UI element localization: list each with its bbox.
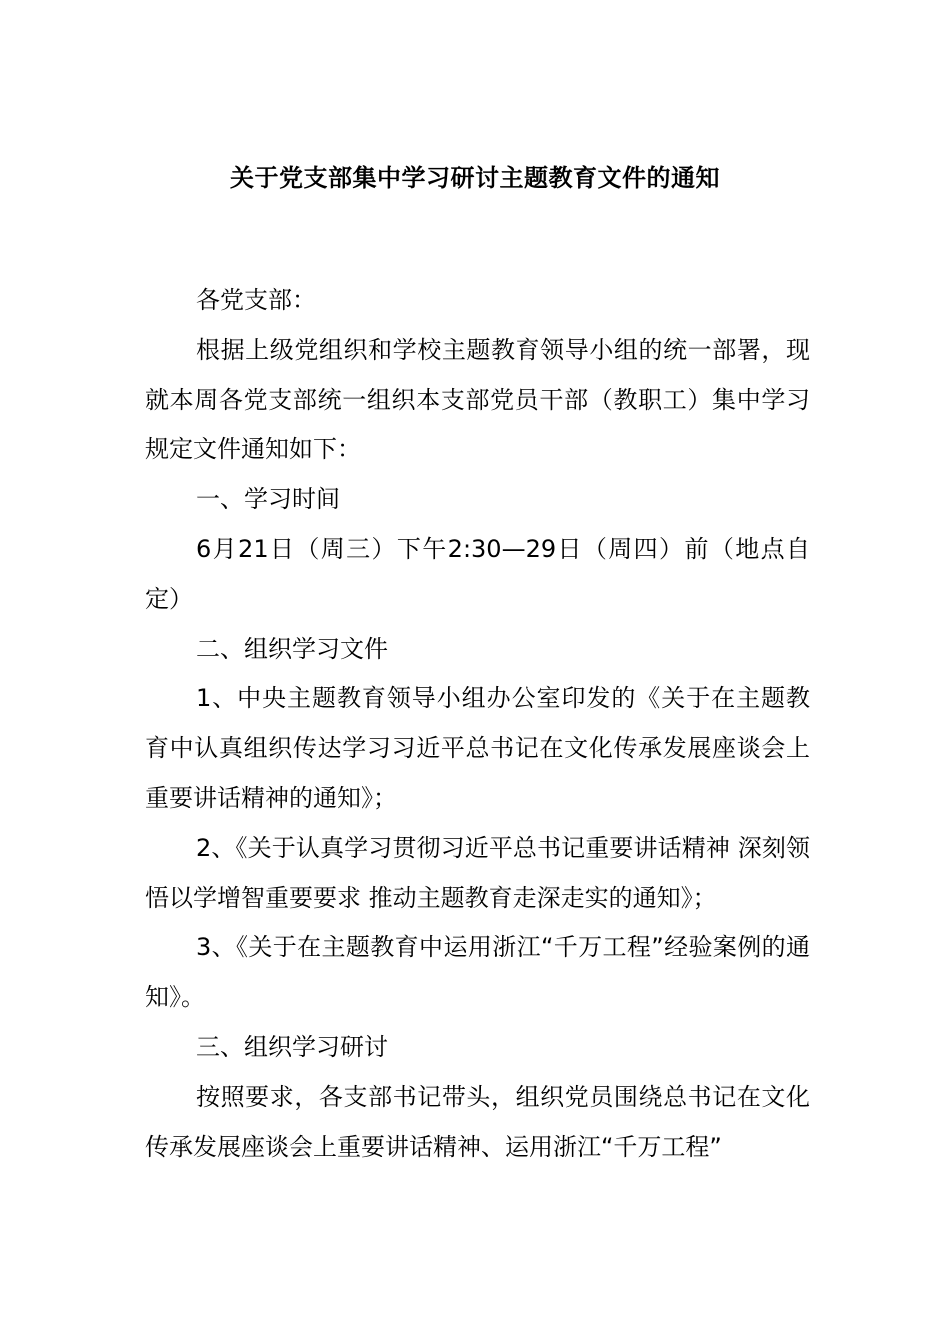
salutation: 各党支部： — [196, 286, 316, 314]
paragraph-document-2: 2、《关于认真学习贯彻习近平总书记重要讲话精神 深刻领悟以学增智重要要求 推动主题教育走深走实的通知》； — [145, 833, 810, 912]
document-body — [145, 276, 810, 1172]
paragraph-discussion: 按照要求，各支部书记带头，组织党员围绕总书记在文化传承发展座谈会上重要讲话精神、运用浙江“千万工程” — [145, 1082, 810, 1161]
paragraph-document-3: 3、《关于在主题教育中运用浙江“千万工程”经验案例的通知》。 — [145, 933, 810, 1012]
paragraph-document-1: 1、中央主题教育领导小组办公室印发的《关于在主题教育中认真组织传达学习习近平总书记在文化传承发展座谈会上重要讲话精神的通知》； — [145, 684, 810, 812]
section-heading-documents: 二、组织学习文件 — [196, 634, 388, 663]
section-heading-time: 一、学习时间 — [196, 485, 340, 514]
paragraph-intro: 根据上级党组织和学校主题教育领导小组的统一部署，现就本周各党支部统一组织本支部党员干部（教职工）集中学习规定文件通知如下： — [145, 335, 810, 464]
section-heading-discussion: 三、组织学习研讨 — [196, 1032, 388, 1061]
paragraph-time: 6月21日（周三）下午2:30—29日（周四）前（地点自定） — [145, 534, 810, 613]
document-title: 关于党支部集中学习研讨主题教育文件的通知 — [230, 164, 720, 192]
